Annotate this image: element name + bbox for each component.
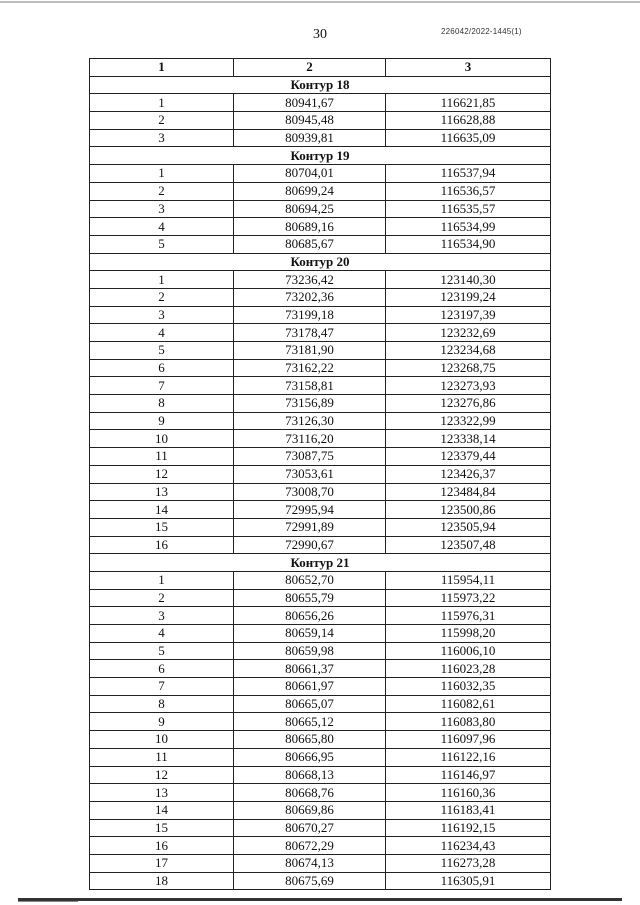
table-row: [90, 306, 551, 324]
point-number-cell: 1: [90, 94, 234, 112]
y-coordinate-cell: 116032,35: [386, 678, 551, 696]
point-number-cell: 12: [90, 766, 234, 784]
y-coordinate-cell: 116534,90: [386, 235, 551, 253]
table-row: [90, 571, 551, 589]
x-coordinate-cell: 80655,79: [234, 589, 386, 607]
contour-title: Контур 20: [90, 253, 551, 271]
x-coordinate-cell: 80652,70: [234, 571, 386, 589]
table-row: [90, 731, 551, 749]
table-row: [90, 536, 551, 554]
x-coordinate-cell: 80659,98: [234, 642, 386, 660]
table-row: [90, 607, 551, 625]
table-row: [90, 695, 551, 713]
table-row: [90, 112, 551, 130]
y-coordinate-cell: 123140,30: [386, 271, 551, 289]
x-coordinate-cell: 80665,07: [234, 695, 386, 713]
point-number-cell: 4: [90, 218, 234, 236]
point-number-cell: 6: [90, 359, 234, 377]
contour-header-row: [90, 76, 551, 94]
column-header: 2: [234, 59, 386, 77]
y-coordinate-cell: 116082,61: [386, 695, 551, 713]
y-coordinate-cell: 123273,93: [386, 377, 551, 395]
table-row: [90, 801, 551, 819]
x-coordinate-cell: 80668,13: [234, 766, 386, 784]
x-coordinate-cell: 73158,81: [234, 377, 386, 395]
y-coordinate-cell: 116183,41: [386, 801, 551, 819]
y-coordinate-cell: 115976,31: [386, 607, 551, 625]
table-row: [90, 854, 551, 872]
point-number-cell: 15: [90, 819, 234, 837]
x-coordinate-cell: 80704,01: [234, 165, 386, 183]
contour-title: Контур 19: [90, 147, 551, 165]
table-row: [90, 430, 551, 448]
x-coordinate-cell: 80689,16: [234, 218, 386, 236]
point-number-cell: 3: [90, 200, 234, 218]
point-number-cell: 11: [90, 748, 234, 766]
point-number-cell: 1: [90, 271, 234, 289]
point-number-cell: 1: [90, 571, 234, 589]
table-row: [90, 288, 551, 306]
x-coordinate-cell: 80685,67: [234, 235, 386, 253]
point-number-cell: 14: [90, 801, 234, 819]
x-coordinate-cell: 73126,30: [234, 412, 386, 430]
x-coordinate-cell: 80939,81: [234, 129, 386, 147]
x-coordinate-cell: 80661,97: [234, 678, 386, 696]
contour-header-row: [90, 253, 551, 271]
y-coordinate-cell: 123507,48: [386, 536, 551, 554]
table-row: [90, 501, 551, 519]
point-number-cell: 10: [90, 731, 234, 749]
column-header: 3: [386, 59, 551, 77]
point-number-cell: 18: [90, 872, 234, 890]
table-row: [90, 235, 551, 253]
point-number-cell: 4: [90, 324, 234, 342]
y-coordinate-cell: 116160,36: [386, 784, 551, 802]
x-coordinate-cell: 73202,36: [234, 288, 386, 306]
table-row: [90, 784, 551, 802]
x-coordinate-cell: 80672,29: [234, 837, 386, 855]
y-coordinate-cell: 123500,86: [386, 501, 551, 519]
y-coordinate-cell: 116628,88: [386, 112, 551, 130]
point-number-cell: 9: [90, 713, 234, 731]
y-coordinate-cell: 116536,57: [386, 182, 551, 200]
x-coordinate-cell: 73181,90: [234, 342, 386, 360]
x-coordinate-cell: 73008,70: [234, 483, 386, 501]
x-coordinate-cell: 73116,20: [234, 430, 386, 448]
table-row: [90, 625, 551, 643]
point-number-cell: 1: [90, 165, 234, 183]
point-number-cell: 11: [90, 448, 234, 466]
point-number-cell: 9: [90, 412, 234, 430]
y-coordinate-cell: 116192,15: [386, 819, 551, 837]
point-number-cell: 3: [90, 306, 234, 324]
point-number-cell: 15: [90, 518, 234, 536]
y-coordinate-cell: 115998,20: [386, 625, 551, 643]
table-row: [90, 395, 551, 413]
header-row: [90, 59, 551, 77]
y-coordinate-cell: 116023,28: [386, 660, 551, 678]
page-number: 30: [313, 27, 327, 42]
table-row: [90, 377, 551, 395]
table-row: [90, 465, 551, 483]
y-coordinate-cell: 115954,11: [386, 571, 551, 589]
x-coordinate-cell: 73053,61: [234, 465, 386, 483]
y-coordinate-cell: 116305,91: [386, 872, 551, 890]
y-coordinate-cell: 123232,69: [386, 324, 551, 342]
table-row: [90, 200, 551, 218]
column-header: 1: [90, 59, 234, 77]
x-coordinate-cell: 80670,27: [234, 819, 386, 837]
y-coordinate-cell: 123505,94: [386, 518, 551, 536]
contour-title: Контур 21: [90, 554, 551, 572]
table-body: [90, 76, 551, 890]
point-number-cell: 2: [90, 112, 234, 130]
point-number-cell: 7: [90, 377, 234, 395]
table-row: [90, 359, 551, 377]
y-coordinate-cell: 123322,99: [386, 412, 551, 430]
point-number-cell: 2: [90, 288, 234, 306]
y-coordinate-cell: 116621,85: [386, 94, 551, 112]
table-row: [90, 129, 551, 147]
y-coordinate-cell: 123234,68: [386, 342, 551, 360]
point-number-cell: 5: [90, 235, 234, 253]
y-coordinate-cell: 116635,09: [386, 129, 551, 147]
y-coordinate-cell: 123199,24: [386, 288, 551, 306]
table-row: [90, 483, 551, 501]
x-coordinate-cell: 73087,75: [234, 448, 386, 466]
x-coordinate-cell: 80668,76: [234, 784, 386, 802]
y-coordinate-cell: 123197,39: [386, 306, 551, 324]
y-coordinate-cell: 123426,37: [386, 465, 551, 483]
table-row: [90, 342, 551, 360]
y-coordinate-cell: 123276,86: [386, 395, 551, 413]
point-number-cell: 6: [90, 660, 234, 678]
table-row: [90, 589, 551, 607]
table-row: [90, 837, 551, 855]
point-number-cell: 8: [90, 395, 234, 413]
point-number-cell: 8: [90, 695, 234, 713]
point-number-cell: 2: [90, 589, 234, 607]
x-coordinate-cell: 80941,67: [234, 94, 386, 112]
point-number-cell: 3: [90, 607, 234, 625]
x-coordinate-cell: 80945,48: [234, 112, 386, 130]
point-number-cell: 12: [90, 465, 234, 483]
y-coordinate-cell: 116234,43: [386, 837, 551, 855]
x-coordinate-cell: 80665,80: [234, 731, 386, 749]
x-coordinate-cell: 80699,24: [234, 182, 386, 200]
table-row: [90, 872, 551, 890]
contour-title: Контур 18: [90, 76, 551, 94]
top-rule: [0, 1, 640, 3]
point-number-cell: 3: [90, 129, 234, 147]
x-coordinate-cell: 73162,22: [234, 359, 386, 377]
table-row: [90, 748, 551, 766]
x-coordinate-cell: 80666,95: [234, 748, 386, 766]
contour-header-row: [90, 147, 551, 165]
x-coordinate-cell: 73199,18: [234, 306, 386, 324]
x-coordinate-cell: 80661,37: [234, 660, 386, 678]
point-number-cell: 5: [90, 342, 234, 360]
y-coordinate-cell: 116097,96: [386, 731, 551, 749]
table-row: [90, 165, 551, 183]
point-number-cell: 16: [90, 837, 234, 855]
x-coordinate-cell: 73178,47: [234, 324, 386, 342]
y-coordinate-cell: 123379,44: [386, 448, 551, 466]
y-coordinate-cell: 116537,94: [386, 165, 551, 183]
point-number-cell: 13: [90, 784, 234, 802]
y-coordinate-cell: 116006,10: [386, 642, 551, 660]
contour-header-row: [90, 554, 551, 572]
table-row: [90, 713, 551, 731]
coordinates-table: [89, 58, 551, 890]
bottom-rule-thin: [18, 901, 78, 902]
point-number-cell: 2: [90, 182, 234, 200]
table-row: [90, 448, 551, 466]
x-coordinate-cell: 72991,89: [234, 518, 386, 536]
point-number-cell: 5: [90, 642, 234, 660]
y-coordinate-cell: 123484,84: [386, 483, 551, 501]
point-number-cell: 17: [90, 854, 234, 872]
x-coordinate-cell: 80665,12: [234, 713, 386, 731]
table-row: [90, 94, 551, 112]
y-coordinate-cell: 115973,22: [386, 589, 551, 607]
bottom-rule: [18, 898, 622, 901]
table-row: [90, 182, 551, 200]
y-coordinate-cell: 116534,99: [386, 218, 551, 236]
table-row: [90, 412, 551, 430]
y-coordinate-cell: 116122,16: [386, 748, 551, 766]
x-coordinate-cell: 72990,67: [234, 536, 386, 554]
point-number-cell: 13: [90, 483, 234, 501]
point-number-cell: 16: [90, 536, 234, 554]
table-row: [90, 766, 551, 784]
x-coordinate-cell: 80669,86: [234, 801, 386, 819]
document-id: 226042/2022-1445(1): [441, 27, 522, 36]
table-row: [90, 271, 551, 289]
point-number-cell: 10: [90, 430, 234, 448]
y-coordinate-cell: 116083,80: [386, 713, 551, 731]
x-coordinate-cell: 80675,69: [234, 872, 386, 890]
point-number-cell: 7: [90, 678, 234, 696]
table-row: [90, 518, 551, 536]
x-coordinate-cell: 80674,13: [234, 854, 386, 872]
x-coordinate-cell: 80694,25: [234, 200, 386, 218]
point-number-cell: 4: [90, 625, 234, 643]
table-row: [90, 218, 551, 236]
x-coordinate-cell: 80656,26: [234, 607, 386, 625]
x-coordinate-cell: 80659,14: [234, 625, 386, 643]
x-coordinate-cell: 72995,94: [234, 501, 386, 519]
table-row: [90, 678, 551, 696]
y-coordinate-cell: 116146,97: [386, 766, 551, 784]
y-coordinate-cell: 116535,57: [386, 200, 551, 218]
y-coordinate-cell: 123268,75: [386, 359, 551, 377]
table-row: [90, 642, 551, 660]
table-row: [90, 324, 551, 342]
table-row: [90, 660, 551, 678]
table-row: [90, 819, 551, 837]
point-number-cell: 14: [90, 501, 234, 519]
x-coordinate-cell: 73236,42: [234, 271, 386, 289]
y-coordinate-cell: 116273,28: [386, 854, 551, 872]
x-coordinate-cell: 73156,89: [234, 395, 386, 413]
y-coordinate-cell: 123338,14: [386, 430, 551, 448]
